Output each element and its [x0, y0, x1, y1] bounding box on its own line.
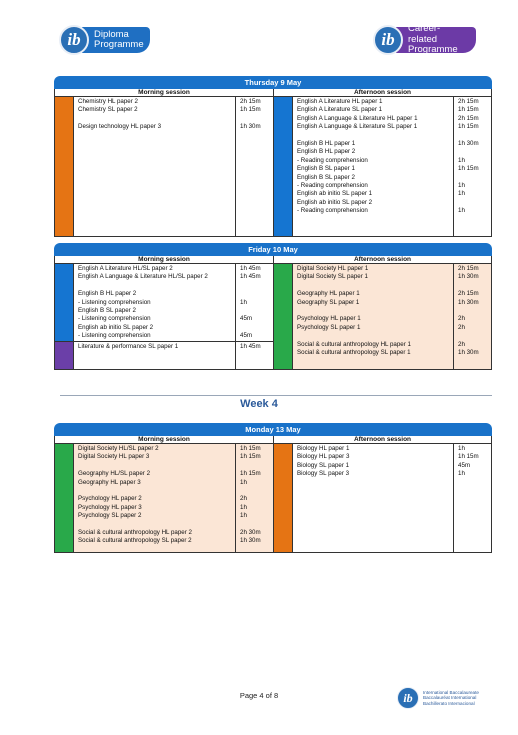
exam-duration: 1h 15m	[458, 106, 479, 114]
session-label: Morning session	[55, 256, 273, 264]
exam-paper: English A Literature HL/SL paper 2	[78, 265, 173, 272]
duration-column	[235, 444, 273, 552]
day-table-thursday	[54, 76, 492, 237]
exam-duration: 1h 45m	[240, 265, 261, 272]
exam-duration	[240, 521, 273, 529]
group-color-bar	[55, 444, 73, 552]
afternoon-session	[273, 436, 491, 552]
exam-duration: 2h 15m	[458, 265, 479, 272]
group-color-bar	[274, 444, 292, 552]
exam-paper: - Reading comprehension	[297, 181, 368, 189]
exam-duration: 1h	[458, 470, 465, 478]
subject-column	[74, 97, 235, 236]
exam-paper: English B SL paper 2	[297, 173, 355, 181]
exam-paper: Social & cultural anthropology SL paper 2	[78, 537, 192, 545]
exam-duration: 1h	[240, 503, 247, 511]
exam-paper: Social & cultural anthropology HL paper 1	[297, 340, 411, 348]
group-color-bar	[274, 264, 292, 369]
exam-duration: 45m	[240, 315, 253, 323]
duration-column	[453, 97, 491, 236]
subject-group	[274, 444, 491, 552]
exam-duration: 1h	[458, 156, 465, 164]
week-title: Week 4	[240, 398, 278, 410]
exam-paper: Chemistry SL paper 2	[78, 106, 138, 114]
exam-duration: 1h	[458, 445, 465, 452]
exam-paper: Geography HL paper 1	[297, 290, 360, 298]
exam-duration: 1h 30m	[458, 273, 479, 281]
exam-paper: Psychology SL paper 1	[297, 323, 361, 331]
exam-duration	[240, 282, 273, 290]
exam-duration: 1h 45m	[240, 273, 261, 281]
exam-paper: Digital Society HL/SL paper 2	[78, 445, 159, 452]
exam-paper: Psychology SL paper 2	[78, 512, 142, 520]
exam-paper: English ab initio SL paper 2	[297, 198, 373, 206]
exam-paper: Design technology HL paper 3	[78, 123, 162, 131]
subject-group	[55, 341, 273, 369]
session-label: Afternoon session	[274, 89, 491, 97]
exam-paper: Geography HL/SL paper 2	[78, 470, 151, 478]
day-title: Monday 13 May	[54, 423, 492, 436]
exam-duration: 45m	[240, 332, 253, 340]
subject-group	[274, 97, 491, 236]
day-title: Thursday 9 May	[54, 76, 492, 89]
exam-paper: English ab initio SL paper 2	[78, 323, 154, 331]
exam-duration	[458, 132, 491, 140]
subject-column	[74, 264, 235, 341]
exam-duration: 1h 15m	[240, 470, 261, 478]
exam-paper: Geography SL paper 1	[297, 298, 360, 306]
subject-column	[293, 264, 453, 369]
exam-paper: English A Language & Literature HL/SL paper 2	[78, 273, 208, 281]
morning-session	[55, 89, 273, 236]
exam-paper: Digital Society HL paper 1	[297, 265, 369, 272]
exam-duration: 1h 15m	[240, 445, 261, 452]
exam-duration: 2h	[458, 340, 465, 348]
day-table-monday	[54, 423, 492, 553]
exam-paper	[297, 282, 453, 290]
exam-paper	[78, 115, 235, 123]
exam-duration	[458, 148, 491, 156]
subject-group	[55, 97, 273, 236]
exam-paper	[78, 462, 235, 470]
exam-paper: English A Language & Literature SL paper 1	[297, 123, 418, 131]
group-color-bar	[274, 97, 292, 236]
exam-paper: English A Literature HL paper 1	[297, 98, 383, 105]
org-names: International Baccalaureate Baccalauréat International Bachillerato Internacional	[423, 689, 479, 706]
exam-paper: - Listening comprehension	[78, 315, 151, 323]
exam-duration: 2h 30m	[240, 528, 261, 536]
page-number: Page 4 of 8	[239, 691, 279, 700]
exam-duration: 1h 30m	[240, 537, 261, 545]
ib-mark-icon: ib	[373, 25, 403, 55]
exam-duration	[458, 199, 491, 207]
exam-paper	[78, 487, 235, 495]
exam-duration: 2h	[458, 323, 465, 331]
subject-column	[293, 97, 453, 236]
duration-column	[235, 264, 273, 341]
exam-duration: 2h 15m	[458, 114, 479, 122]
exam-paper: English B HL paper 1	[297, 139, 356, 147]
cp-logo-text: Career-related Programme	[396, 27, 476, 53]
exam-duration	[240, 290, 273, 298]
exam-duration: 2h 15m	[458, 290, 479, 298]
exam-paper: - Reading comprehension	[297, 156, 368, 164]
exam-paper: Digital Society HL paper 3	[78, 453, 150, 461]
ib-mark-icon: ib	[397, 687, 419, 709]
subject-column	[74, 342, 235, 369]
subject-group	[55, 264, 273, 341]
exam-paper: Psychology HL paper 2	[78, 495, 142, 503]
group-color-bar	[55, 264, 73, 341]
exam-duration: 1h 45m	[240, 342, 261, 350]
exam-duration	[458, 174, 491, 182]
exam-duration	[240, 307, 273, 315]
exam-duration: 1h 15m	[458, 165, 479, 173]
exam-paper: Geography HL paper 3	[78, 478, 141, 486]
afternoon-session	[273, 256, 491, 369]
exam-paper: - Reading comprehension	[297, 207, 368, 215]
duration-column	[235, 97, 273, 236]
dp-logo-text: Diploma Programme	[82, 27, 150, 53]
morning-session	[55, 256, 273, 369]
dp-logo	[59, 22, 150, 58]
session-label: Morning session	[55, 89, 273, 97]
subject-column	[293, 444, 453, 552]
session-label: Afternoon session	[274, 436, 491, 444]
exam-paper: Psychology HL paper 3	[78, 503, 142, 511]
subject-group	[274, 264, 491, 369]
exam-duration: 1h 15m	[458, 453, 479, 461]
subject-group	[55, 444, 273, 552]
exam-paper: Psychology HL paper 1	[297, 315, 361, 323]
exam-duration: 1h 15m	[240, 453, 261, 461]
exam-duration: 1h	[458, 181, 465, 189]
ib-footer-logo	[397, 687, 479, 709]
exam-paper	[297, 332, 453, 340]
exam-duration: 45m	[458, 461, 471, 469]
cp-logo	[373, 22, 476, 58]
exam-paper: Biology SL paper 3	[297, 470, 350, 478]
week-divider	[60, 395, 492, 396]
exam-duration	[240, 487, 273, 495]
exam-paper: - Listening comprehension	[78, 332, 151, 340]
exam-paper: - Listening comprehension	[78, 298, 151, 306]
exam-duration: 1h	[458, 207, 465, 215]
exam-duration: 1h	[240, 478, 247, 486]
exam-duration	[240, 324, 273, 332]
duration-column	[235, 342, 273, 369]
exam-paper: Chemistry HL paper 2	[78, 98, 138, 105]
exam-paper: English A Language & Literature HL paper 1	[297, 114, 418, 122]
exam-paper: Digital Society SL paper 1	[297, 273, 368, 281]
day-title: Friday 10 May	[54, 243, 492, 256]
ib-mark-icon: ib	[59, 25, 89, 55]
exam-duration	[240, 462, 273, 470]
exam-paper	[297, 307, 453, 315]
exam-duration: 1h	[240, 298, 247, 306]
exam-duration: 1h 15m	[458, 123, 479, 131]
group-color-bar	[55, 342, 73, 369]
exam-duration: 1h 15m	[240, 106, 261, 114]
exam-duration: 1h 30m	[458, 139, 479, 147]
exam-duration	[240, 115, 273, 123]
exam-duration: 2h	[458, 315, 465, 323]
exam-duration	[458, 282, 491, 290]
exam-paper: English B SL paper 1	[297, 165, 355, 173]
exam-paper: Biology SL paper 1	[297, 461, 350, 469]
exam-paper: Biology HL paper 3	[297, 453, 350, 461]
exam-duration: 1h	[240, 512, 247, 520]
exam-duration: 1h 30m	[458, 348, 479, 356]
session-label: Morning session	[55, 436, 273, 444]
afternoon-session	[273, 89, 491, 236]
day-table-friday	[54, 243, 492, 370]
exam-duration: 1h 30m	[240, 123, 261, 131]
exam-paper: English B SL paper 2	[78, 306, 136, 314]
session-label: Afternoon session	[274, 256, 491, 264]
exam-paper: Social & cultural anthropology SL paper 1	[297, 348, 411, 356]
exam-paper	[78, 282, 235, 290]
duration-column	[453, 264, 491, 369]
exam-paper: English A Literature SL paper 1	[297, 106, 383, 114]
morning-session	[55, 436, 273, 552]
exam-paper: English B HL paper 2	[78, 290, 137, 298]
exam-paper	[297, 132, 453, 140]
exam-duration: 2h 15m	[240, 98, 261, 105]
subject-column	[74, 444, 235, 552]
exam-duration: 2h	[240, 495, 247, 503]
exam-paper: Biology HL paper 1	[297, 445, 350, 452]
group-color-bar	[55, 97, 73, 236]
exam-duration: 1h	[458, 190, 465, 198]
exam-duration: 1h 30m	[458, 298, 479, 306]
exam-paper: English ab initio SL paper 1	[297, 190, 373, 198]
duration-column	[453, 444, 491, 552]
exam-paper: Literature & performance SL paper 1	[78, 342, 179, 350]
exam-duration: 2h 15m	[458, 98, 479, 105]
exam-duration	[458, 307, 491, 315]
exam-duration	[458, 332, 491, 340]
exam-paper	[78, 521, 235, 529]
exam-paper: Social & cultural anthropology HL paper 2	[78, 528, 192, 536]
exam-paper: English B HL paper 2	[297, 148, 356, 156]
